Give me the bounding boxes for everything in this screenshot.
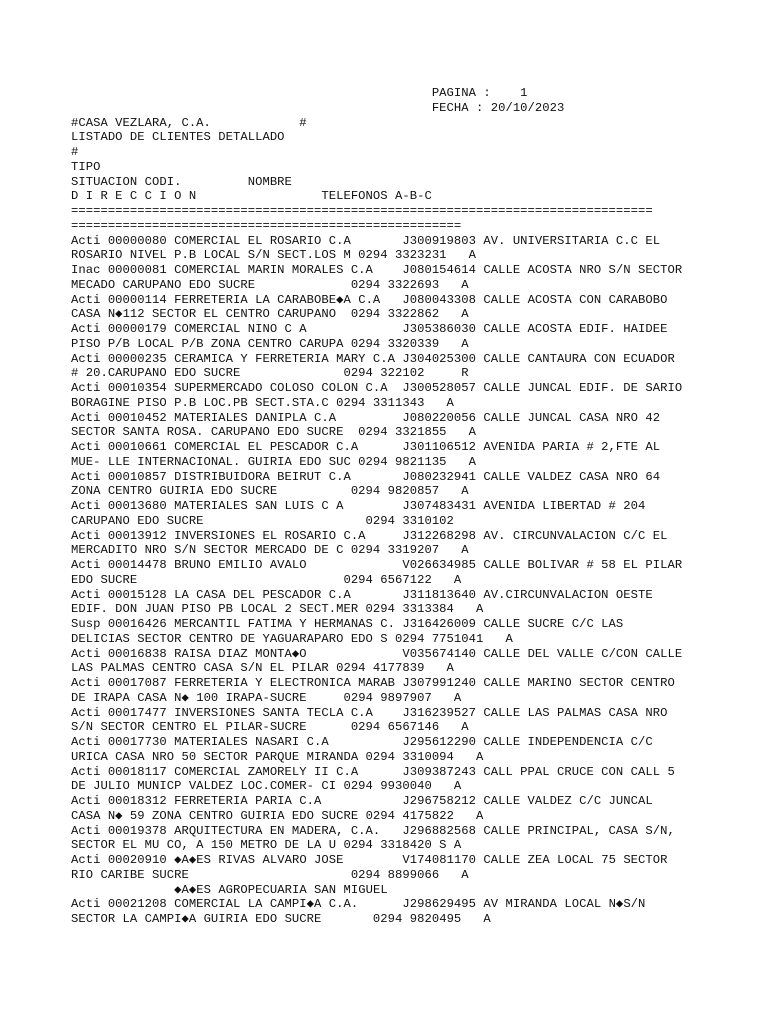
report-line: Inac 00000081 COMERCIAL MARIN MORALES C.A J080154614 CALLE ACOSTA NRO S/N SECTOR: [71, 263, 683, 277]
report-line: Acti 00020910 ◆A◆ES RIVAS ALVARO JOSE V174081170 CALLE ZEA LOCAL 75 SECTOR: [71, 853, 668, 867]
report-line: #CASA VEZLARA, C.A. #: [71, 115, 307, 130]
report-line: ZONA CENTRO GUIRIA EDO SUCRE 0294 9820857 A: [71, 484, 469, 499]
report-line: DE IRAPA CASA N◆ 100 IRAPA-SUCRE 0294 9897907 A: [71, 690, 462, 705]
report-line: Acti 00021208 COMERCIAL LA CAMPI◆A C.A. J298629495 AV MIRANDA LOCAL N◆S/N: [71, 897, 646, 912]
report-line: PISO P/B LOCAL P/B ZONA CENTRO CARUPA 0294 3320339 A: [71, 336, 469, 351]
report-line: [71, 927, 721, 942]
report-line: Acti 00000080 COMERCIAL EL ROSARIO C.A J300919803 AV. UNIVERSITARIA C.C EL: [71, 233, 661, 248]
report-page: [71, 86, 721, 956]
report-line: SECTOR EL MU CO, A 150 METRO DE LA U 0294 3318420 S A: [71, 838, 462, 853]
report-line: CASA N◆ 59 ZONA CENTRO GUIRIA EDO SUCRE 0294 4175822 A: [71, 808, 484, 823]
report-line: BORAGINE PISO P.B LOC.PB SECT.STA.C 0294 3311343 A: [71, 395, 454, 410]
report-line: RIO CARIBE SUCRE 0294 8899066 A: [71, 867, 469, 882]
report-line: Acti 00010661 COMERCIAL EL PESCADOR C.A J301106512 AVENIDA PARIA # 2,FTE AL: [71, 440, 661, 454]
report-line: SECTOR SANTA ROSA. CARUPANO EDO SUCRE 0294 3321855 A: [71, 425, 477, 440]
report-line: Acti 00016838 RAISA DIAZ MONTA◆O V035674140 CALLE DEL VALLE C/CON CALLE: [71, 646, 683, 661]
report-line: Acti 00015128 LA CASA DEL PESCADOR C.A J311813640 AV.CIRCUNVALACION OESTE: [71, 587, 653, 602]
report-line: D I R E C C I O N TELEFONOS A-B-C: [71, 189, 432, 204]
report-line: Acti 00017087 FERRETERIA Y ELECTRONICA MARAB J307991240 CALLE MARINO SECTOR CENTRO: [71, 676, 675, 690]
report-line: MUE- LLE INTERNACIONAL. GUIRIA EDO SUC 0294 9821135 A: [71, 454, 477, 469]
report-line: Acti 00000179 COMERCIAL NINO C A J305386030 CALLE ACOSTA EDIF. HAIDEE: [71, 322, 668, 336]
report-line: FECHA : 20/10/2023: [71, 100, 565, 115]
report-line: Acti 00010354 SUPERMERCADO COLOSO COLON C.A J300528057 CALLE JUNCAL EDIF. DE SARIO: [71, 381, 683, 395]
report-line: Acti 00010857 DISTRIBUIDORA BEIRUT C.A J080232941 CALLE VALDEZ CASA NRO 64: [71, 469, 661, 484]
report-line: Acti 00017730 MATERIALES NASARI C.A J295612290 CALLE INDEPENDENCIA C/C: [71, 735, 653, 749]
report-line: Acti 00018117 COMERCIAL ZAMORELY II C.A J309387243 CALL PPAL CRUCE CON CALL 5: [71, 764, 675, 779]
report-line: LISTADO DE CLIENTES DETALLADO: [71, 130, 285, 145]
report-line: ROSARIO NIVEL P.B LOCAL S/N SECT.LOS M 0294 3323231 A: [71, 248, 477, 263]
report-line: #: [71, 145, 79, 159]
report-line: ◆A◆ES AGROPECUARIA SAN MIGUEL: [71, 882, 388, 897]
report-line: =====================================================: [71, 218, 462, 233]
report-line: # 20.CARUPANO EDO SUCRE 0294 322102 R: [71, 366, 469, 381]
report-line: PAGINA : 1: [71, 86, 528, 100]
report-line: ===============================================================================: [71, 204, 653, 218]
report-line: SECTOR LA CAMPI◆A GUIRIA EDO SUCRE 0294 9820495 A: [71, 912, 491, 926]
report-line: Acti 00017477 INVERSIONES SANTA TECLA C.A J316239527 CALLE LAS PALMAS CASA NRO: [71, 705, 668, 720]
report-line: DELICIAS SECTOR CENTRO DE YAGUARAPARO EDO S 0294 7751041 A: [71, 631, 513, 646]
report-line: Acti 00019378 ARQUITECTURA EN MADERA, C.A. J296882568 CALLE PRINCIPAL, CASA S/N,: [71, 823, 675, 838]
report-line: MECADO CARUPANO EDO SUCRE 0294 3322693 A: [71, 277, 469, 292]
report-line: EDIF. DON JUAN PISO PB LOCAL 2 SECT.MER 0294 3313384 A: [71, 602, 484, 617]
report-line: CARUPANO EDO SUCRE 0294 3310102: [71, 513, 454, 528]
report-line: URICA CASA NRO 50 SECTOR PARQUE MIRANDA 0294 3310094 A: [71, 749, 484, 764]
report-line: TIPO: [71, 159, 101, 174]
report-line: [71, 942, 721, 957]
report-line: CASA N◆112 SECTOR EL CENTRO CARUPANO 0294 3322862 A: [71, 307, 469, 322]
report-line: DE JULIO MUNICP VALDEZ LOC.COMER- CI 0294 9930040 A: [71, 779, 462, 794]
report-line: Acti 00010452 MATERIALES DANIPLA C.A J080220056 CALLE JUNCAL CASA NRO 42: [71, 410, 661, 425]
report-line: Acti 00013680 MATERIALES SAN LUIS C A J307483431 AVENIDA LIBERTAD # 204: [71, 499, 646, 513]
report-line: S/N SECTOR CENTRO EL PILAR-SUCRE 0294 6567146 A: [71, 720, 469, 735]
report-line: Susp 00016426 MERCANTIL FATIMA Y HERMANAS C. J316426009 CALLE SUCRE C/C LAS: [71, 617, 624, 631]
report-line: Acti 00000235 CERAMICA Y FERRETERIA MARY C.A J304025300 CALLE CANTAURA CON ECUADOR: [71, 351, 675, 366]
report-line: Acti 00013912 INVERSIONES EL ROSARIO C.A J312268298 AV. CIRCUNVALACION C/C EL: [71, 528, 668, 543]
report-line: Acti 00000114 FERRETERIA LA CARABOBE◆A C.A J080043308 CALLE ACOSTA CON CARABOBO: [71, 292, 668, 307]
report-line: Acti 00018312 FERRETERIA PARIA C.A J296758212 CALLE VALDEZ C/C JUNCAL: [71, 794, 653, 808]
report-line: SITUACION CODI. NOMBRE: [71, 174, 292, 189]
report-line: EDO SUCRE 0294 6567122 A: [71, 572, 462, 587]
report-line: LAS PALMAS CENTRO CASA S/N EL PILAR 0294 4177839 A: [71, 661, 454, 676]
report-line: MERCADITO NRO S/N SECTOR MERCADO DE C 0294 3319207 A: [71, 543, 469, 558]
report-line: Acti 00014478 BRUNO EMILIO AVALO V026634985 CALLE BOLIVAR # 58 EL PILAR: [71, 558, 683, 572]
